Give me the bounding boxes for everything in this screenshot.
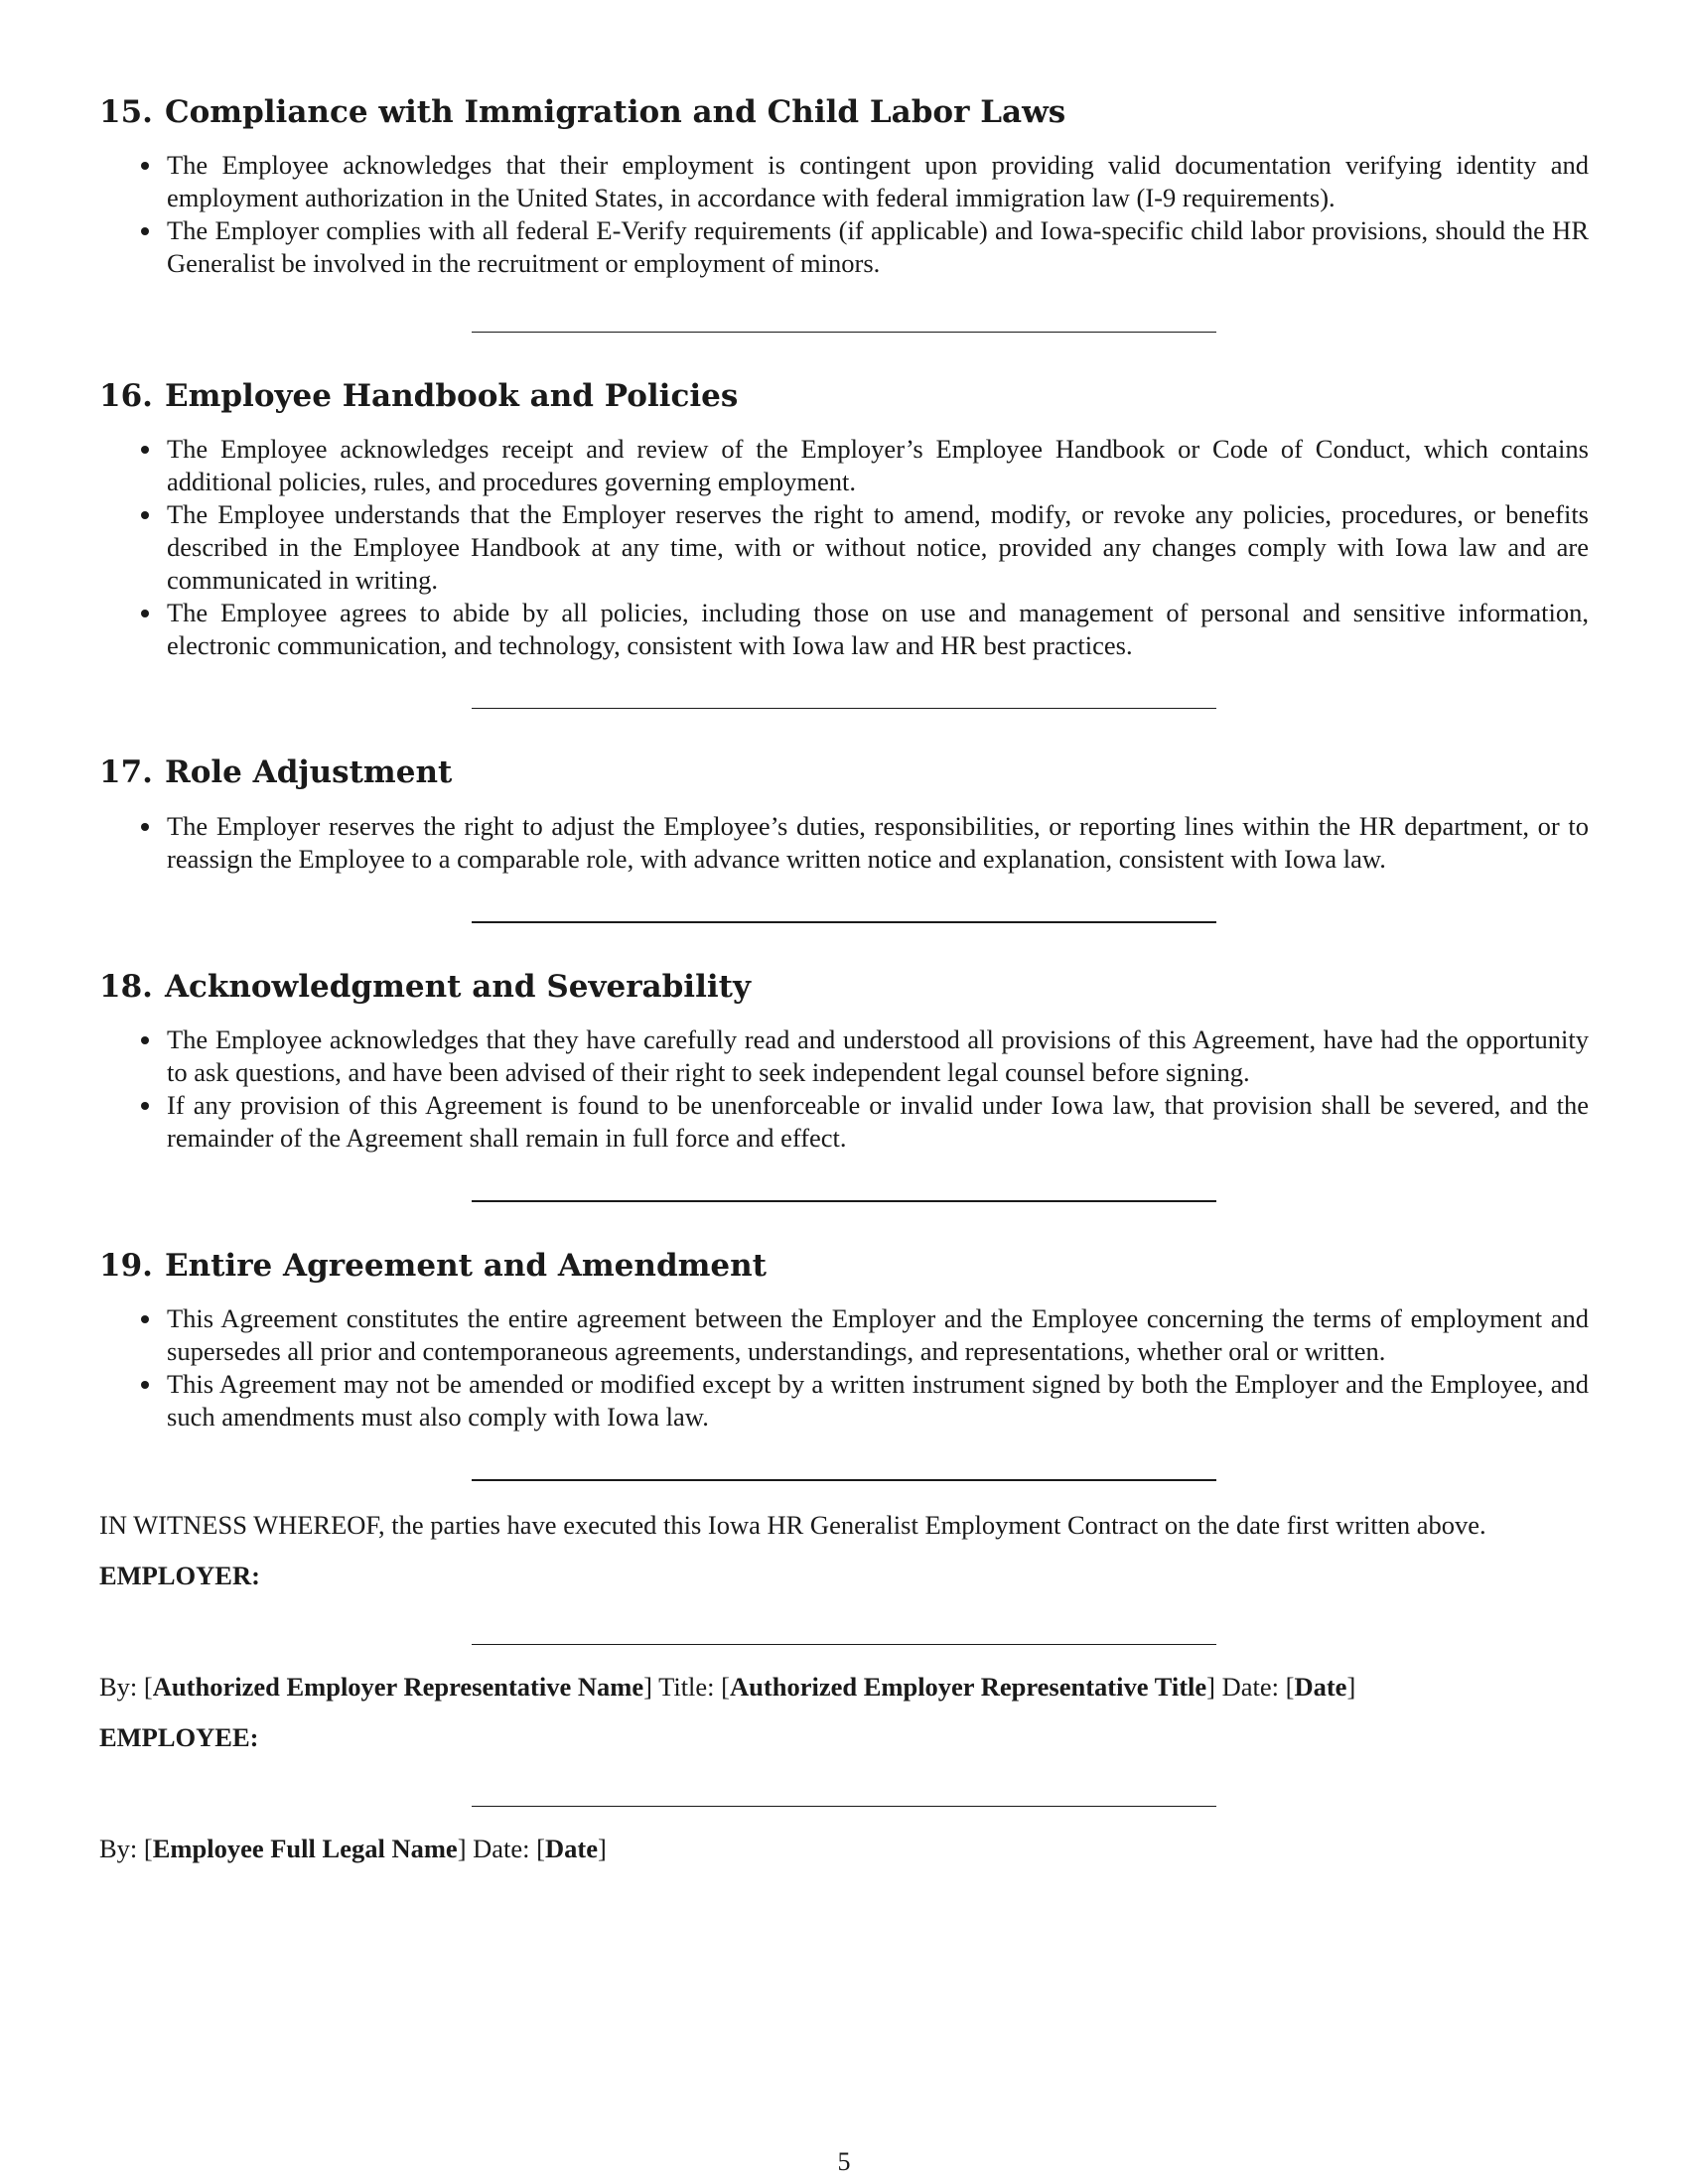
bullet-icon: [141, 1381, 149, 1389]
employee-name-placeholder: Employee Full Legal Name: [152, 1833, 458, 1863]
employee-date-placeholder: Date: [544, 1833, 598, 1863]
section-heading: [99, 754, 1589, 791]
list-item: [167, 1368, 1589, 1433]
section-title: Entire Agreement and Amendment: [164, 1247, 767, 1284]
list-item-text: This Agreement may not be amended or modified except by a written instrument signed by both the Employer and the Employee, and such amendments must also comply with Iowa law.: [167, 1368, 1589, 1432]
bullet-icon: [141, 1102, 149, 1110]
bullet-icon: [141, 446, 149, 454]
employer-signature-details: By: [Authorized Employer Representative Name] Title: [Authorized Employer Representative Title] Date: [Date]: [99, 1671, 1356, 1702]
section-heading: [99, 1248, 1589, 1285]
section-number: 16.: [99, 378, 153, 415]
employee-label: EMPLOYEE:: [99, 1721, 259, 1752]
bullet-icon: [141, 823, 149, 831]
bullet-icon: [141, 1315, 149, 1323]
section-18: [99, 969, 1589, 1155]
section-number: 17.: [99, 754, 153, 791]
employer-signature-line: [472, 1644, 1216, 1645]
list-item-text: The Employee acknowledges receipt and review of the Employer’s Employee Handbook or Code of Conduct, which contains additional policies, rules, and procedures governing employment.: [167, 434, 1589, 497]
bullet-list: [99, 433, 1589, 662]
page-number: 5: [837, 2147, 851, 2176]
list-item: [167, 433, 1589, 498]
bullet-list: [99, 1024, 1589, 1155]
bullet-list: [99, 1302, 1589, 1433]
list-item: [167, 1024, 1589, 1089]
document-page: [99, 94, 1589, 1865]
section-divider: [472, 921, 1216, 923]
list-item: [167, 1302, 1589, 1368]
bullet-list: [99, 149, 1589, 280]
section-16: [99, 378, 1589, 662]
bullet-icon: [141, 162, 149, 170]
list-item-text: The Employee acknowledges that they have carefully read and understood all provisions of this Agreement, have had the opportunity to ask questions, and have been advised of their right to seek independent legal counsel before signing.: [167, 1024, 1589, 1087]
bullet-icon: [141, 227, 149, 235]
bullet-list: [99, 810, 1589, 876]
list-item: [167, 810, 1589, 876]
list-item-text: The Employee agrees to abide by all policies, including those on use and management of personal and sensitive information, electronic communication, and technology, consistent with Iowa law and HR best practices.: [167, 598, 1589, 661]
employee-signature-line: [472, 1806, 1216, 1807]
bullet-icon: [141, 1036, 149, 1044]
section-divider: [472, 1479, 1216, 1481]
section-17: [99, 754, 1589, 875]
section-heading: [99, 378, 1589, 415]
date-label: Date:: [473, 1833, 530, 1863]
list-item-text: The Employee understands that the Employer reserves the right to amend, modify, or revoke any policies, procedures, or benefits described in the Employee Handbook at any time, with or without notice, provided any changes comply with Iowa law and are communicated in writing.: [167, 499, 1589, 596]
title-label: Title:: [658, 1671, 715, 1702]
employer-date-placeholder: Date: [1294, 1671, 1347, 1702]
section-number: 18.: [99, 968, 153, 1005]
section-number: 19.: [99, 1247, 153, 1284]
list-item-text: The Employee acknowledges that their employment is contingent upon providing valid documentation verifying identity and employment authorization in the United States, in accordance with federal immigration law (I-9 requirements).: [167, 150, 1589, 213]
list-item-text: The Employer reserves the right to adjust the Employee’s duties, responsibilities, or reporting lines within the HR department, or to reassign the Employee to a comparable role, with advance written notice and explanation, consistent with Iowa law.: [167, 810, 1589, 874]
list-item-text: This Agreement constitutes the entire agreement between the Employer and the Employee concerning the terms of employment and supersedes all prior and contemporaneous agreements, understandings, and representations, whether oral or written.: [167, 1302, 1589, 1366]
by-label: By:: [99, 1671, 138, 1702]
bullet-icon: [141, 610, 149, 617]
list-item-text: The Employer complies with all federal E-Verify requirements (if applicable) and Iowa-specific child labor provisions, should the HR Generalist be involved in the recruitment or employment of minors.: [167, 215, 1589, 279]
section-title: Acknowledgment and Severability: [164, 968, 751, 1005]
section-number: 15.: [99, 94, 153, 130]
section-heading: [99, 94, 1589, 131]
section-divider: [472, 708, 1216, 709]
list-item: [167, 214, 1589, 280]
employer-title-placeholder: Authorized Employer Representative Title: [730, 1671, 1207, 1702]
list-item: [167, 597, 1589, 662]
section-title: Role Adjustment: [164, 754, 453, 791]
section-title: Compliance with Immigration and Child Labor Laws: [164, 94, 1066, 130]
section-15: [99, 94, 1589, 280]
list-item: [167, 1089, 1589, 1155]
section-divider: [472, 332, 1216, 333]
witness-clause: IN WITNESS WHEREOF, the parties have executed this Iowa HR Generalist Employment Contract on the date first written above.: [99, 1509, 1486, 1540]
date-label: Date:: [1221, 1671, 1279, 1702]
section-19: [99, 1248, 1589, 1433]
list-item: [167, 498, 1589, 597]
section-title: Employee Handbook and Policies: [164, 378, 739, 415]
section-heading: [99, 969, 1589, 1006]
list-item: [167, 149, 1589, 214]
employer-label: EMPLOYER:: [99, 1560, 260, 1590]
list-item-text: If any provision of this Agreement is found to be unenforceable or invalid under Iowa law, that provision shall be severed, and the remainder of the Agreement shall remain in full force and effect.: [167, 1089, 1589, 1153]
section-divider: [472, 1200, 1216, 1202]
by-label: By:: [99, 1833, 138, 1863]
bullet-icon: [141, 511, 149, 519]
employer-name-placeholder: Authorized Employer Representative Name: [152, 1671, 644, 1702]
employee-signature-details: By: [Employee Full Legal Name] Date: [Date]: [99, 1833, 607, 1863]
